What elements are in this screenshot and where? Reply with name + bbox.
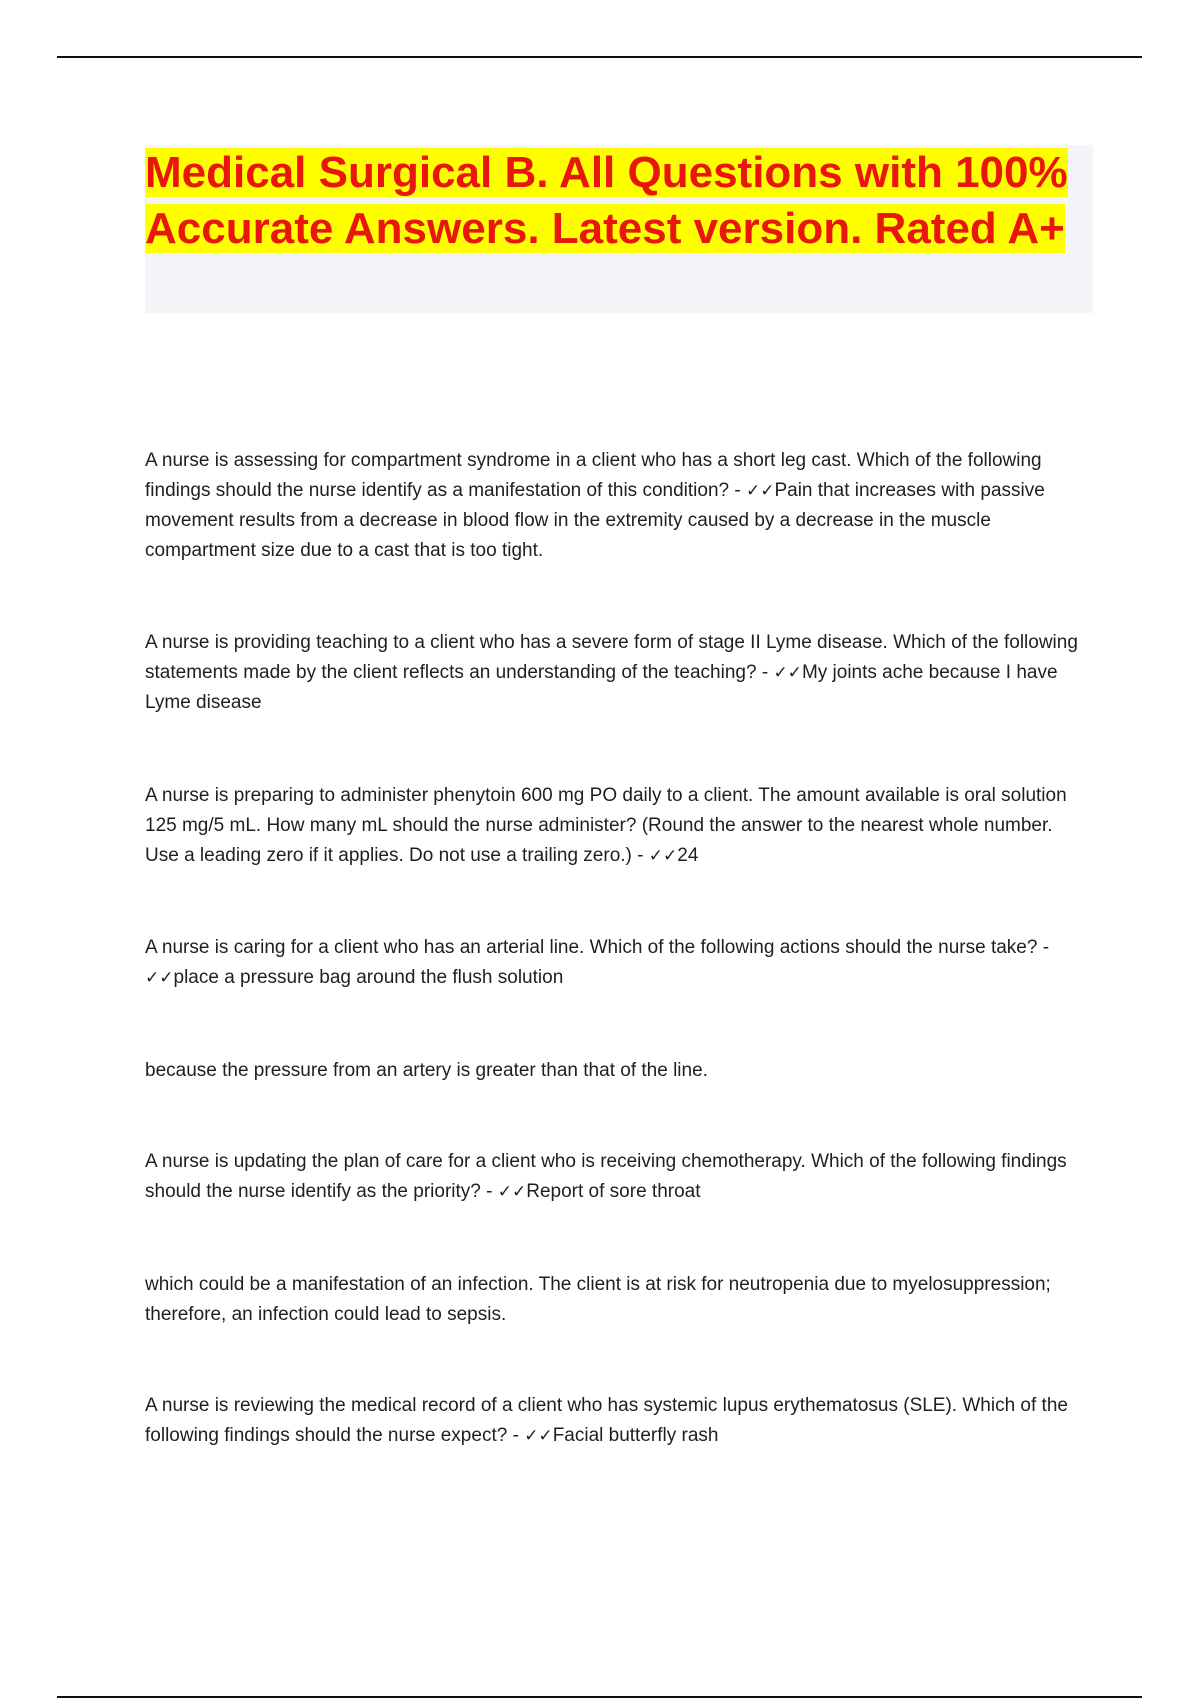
qa-paragraph bbox=[145, 781, 1085, 871]
check-marks: ✓✓ bbox=[524, 1426, 553, 1446]
answer-text: Facial butterfly rash bbox=[552, 1425, 719, 1446]
bottom-rule bbox=[57, 1696, 1142, 1698]
check-marks: ✓✓ bbox=[648, 846, 678, 866]
check-marks: ✓✓ bbox=[497, 1182, 527, 1202]
qa-paragraph bbox=[145, 446, 1085, 566]
answer-text: Pain that increases with passive movement results from a decrease in blood flow in the extremity caused by a decrease in the muscle compartment size due to a cast that is too tight. bbox=[145, 480, 1045, 561]
check-marks: ✓✓ bbox=[773, 663, 802, 683]
answer-text: which could be a manifestation of an infection. The client is at risk for neutropenia due to myelosuppression; therefore, an infection could lead to sepsis. bbox=[145, 1274, 1051, 1325]
check-marks: ✓✓ bbox=[745, 481, 775, 501]
qa-paragraph bbox=[145, 1270, 1085, 1330]
answer-text: because the pressure from an artery is greater than that of the line. bbox=[145, 1060, 708, 1081]
answer-text: place a pressure bag around the flush solution bbox=[173, 967, 564, 988]
top-rule bbox=[57, 56, 1142, 58]
qa-paragraph bbox=[145, 1056, 1085, 1086]
document-title: Medical Surgical B. All Questions with 100% Accurate Answers. Latest version. Rated A+ bbox=[145, 148, 1068, 253]
answer-text: Report of sore throat bbox=[526, 1181, 701, 1202]
question-text: A nurse is caring for a client who has an arterial line. Which of the following actions should the nurse take? - bbox=[145, 937, 1050, 958]
qa-paragraph bbox=[145, 1147, 1085, 1207]
qa-paragraph bbox=[145, 628, 1085, 718]
question-text: A nurse is assessing for compartment syndrome in a client who has a short leg cast. Which of the following findings should the nurse identify as a manifestation of this condition? - bbox=[145, 450, 1042, 501]
answer-text: My joints ache because I have Lyme disease bbox=[145, 662, 1058, 713]
qa-paragraph bbox=[145, 1391, 1085, 1451]
question-text: A nurse is providing teaching to a client who has a severe form of stage II Lyme disease. Which of the following statements made by the client reflects an understanding of the teaching? - bbox=[145, 632, 1078, 683]
question-text: A nurse is reviewing the medical record of a client who has systemic lupus erythematosus (SLE). Which of the following findings should the nurse expect? - bbox=[145, 1395, 1068, 1446]
title-block bbox=[145, 145, 1093, 313]
question-text: A nurse is updating the plan of care for a client who is receiving chemotherapy. Which of the following findings should the nurse identify as the priority? - bbox=[145, 1151, 1067, 1202]
answer-text: 24 bbox=[677, 845, 699, 866]
check-marks: ✓✓ bbox=[145, 968, 174, 988]
question-text: A nurse is preparing to administer phenytoin 600 mg PO daily to a client. The amount available is oral solution 125 mg/5 mL. How many mL should the nurse administer? (Round the answer to the nearest whole number. Use a leading zero if it applies. Do not use a trailing zero.) - bbox=[145, 785, 1067, 866]
qa-paragraph bbox=[145, 933, 1085, 993]
